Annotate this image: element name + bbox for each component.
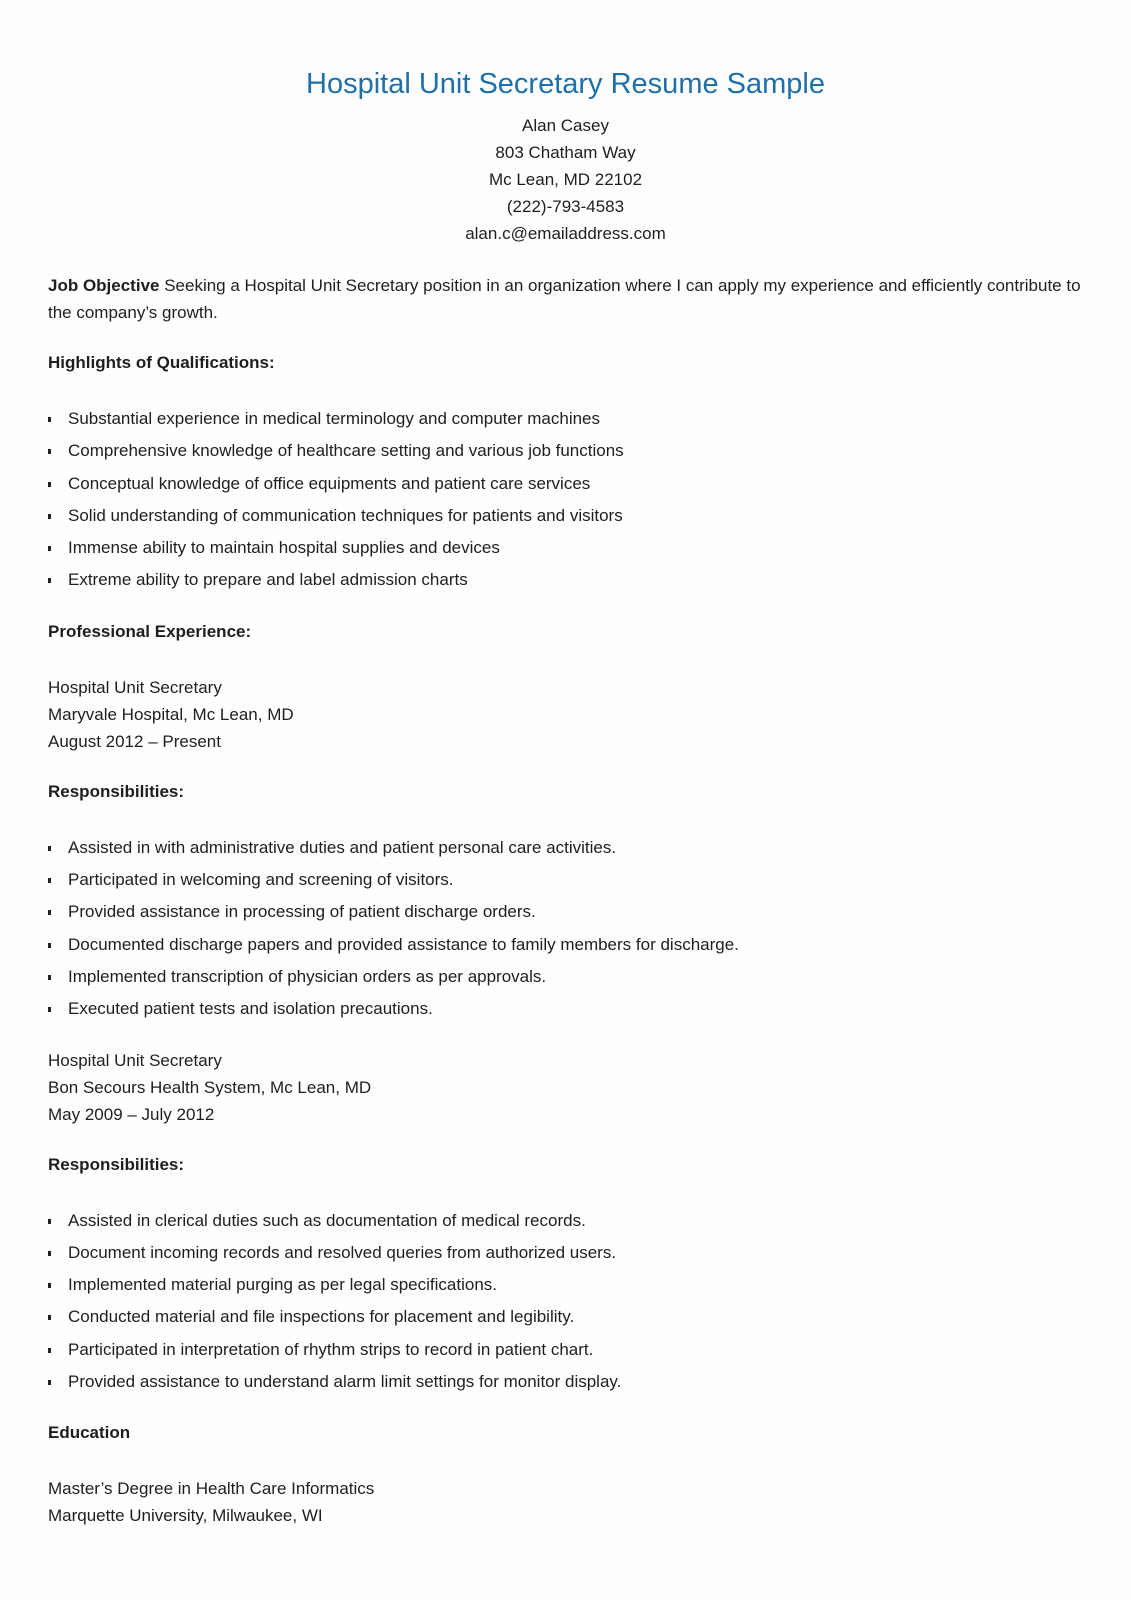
contact-email: alan.c@emailaddress.com	[465, 224, 666, 243]
responsibilities-heading: Responsibilities:	[48, 1154, 185, 1174]
list-item: Provided assistance in processing of patient discharge orders.	[48, 898, 1088, 930]
education-heading: Education	[48, 1423, 131, 1443]
education-degree: Master’s Degree in Health Care Informatics	[48, 1479, 375, 1499]
job-objective-label: Job Objective	[48, 276, 160, 295]
job-dates: August 2012 – Present	[48, 731, 221, 751]
job-entry	[48, 1047, 1088, 1128]
experience-heading: Professional Experience:	[48, 621, 252, 641]
list-item: Implemented transcription of physician orders as per approvals.	[48, 963, 1088, 995]
education-school: Marquette University, Milwaukee, WI	[48, 1506, 323, 1526]
page-title: Hospital Unit Secretary Resume Sample	[306, 68, 825, 100]
job-employer: Bon Secours Health System, Mc Lean, MD	[48, 1077, 372, 1097]
list-item: Solid understanding of communication techniques for patients and visitors	[48, 502, 1088, 534]
list-item: Participated in interpretation of rhythm strips to record in patient chart.	[48, 1336, 1088, 1368]
responsibilities-list	[48, 1207, 1088, 1401]
list-item: Extreme ability to prepare and label admission charts	[48, 566, 1088, 598]
job-dates: May 2009 – July 2012	[48, 1104, 215, 1124]
education-entry	[48, 1475, 1088, 1529]
list-item: Executed patient tests and isolation precautions.	[48, 995, 1088, 1027]
highlights-list	[48, 405, 1088, 599]
list-item: Immense ability to maintain hospital supplies and devices	[48, 534, 1088, 566]
list-item: Assisted in with administrative duties and patient personal care activities.	[48, 834, 1088, 866]
list-item: Substantial experience in medical terminology and computer machines	[48, 405, 1088, 437]
contact-city: Mc Lean, MD 22102	[488, 170, 643, 189]
list-item: Assisted in clerical duties such as documentation of medical records.	[48, 1207, 1088, 1239]
job-employer: Maryvale Hospital, Mc Lean, MD	[48, 704, 294, 724]
list-item: Document incoming records and resolved queries from authorized users.	[48, 1239, 1088, 1271]
contact-name: Alan Casey	[522, 116, 609, 135]
list-item: Participated in welcoming and screening of visitors.	[48, 866, 1088, 898]
job-title: Hospital Unit Secretary	[48, 677, 222, 697]
job-entry	[48, 674, 1088, 755]
responsibilities-heading: Responsibilities:	[48, 781, 185, 801]
resume-body	[48, 272, 1088, 1529]
job-title: Hospital Unit Secretary	[48, 1050, 222, 1070]
list-item: Comprehensive knowledge of healthcare setting and various job functions	[48, 437, 1088, 469]
job-objective-text: Seeking a Hospital Unit Secretary position in an organization where I can apply my experience and efficiently contribute to the company’s growth.	[48, 276, 1081, 322]
list-item: Documented discharge papers and provided assistance to family members for discharge.	[48, 931, 1088, 963]
list-item: Conceptual knowledge of office equipments and patient care services	[48, 470, 1088, 502]
list-item: Conducted material and file inspections for placement and legibility.	[48, 1303, 1088, 1335]
job-objective	[48, 272, 1088, 326]
list-item: Implemented material purging as per legal specifications.	[48, 1271, 1088, 1303]
contact-block	[0, 112, 1131, 247]
responsibilities-list	[48, 834, 1088, 1028]
contact-street: 803 Chatham Way	[495, 143, 636, 162]
list-item: Provided assistance to understand alarm limit settings for monitor display.	[48, 1368, 1088, 1400]
contact-phone: (222)-793-4583	[506, 197, 625, 216]
highlights-heading: Highlights of Qualifications:	[48, 353, 275, 372]
